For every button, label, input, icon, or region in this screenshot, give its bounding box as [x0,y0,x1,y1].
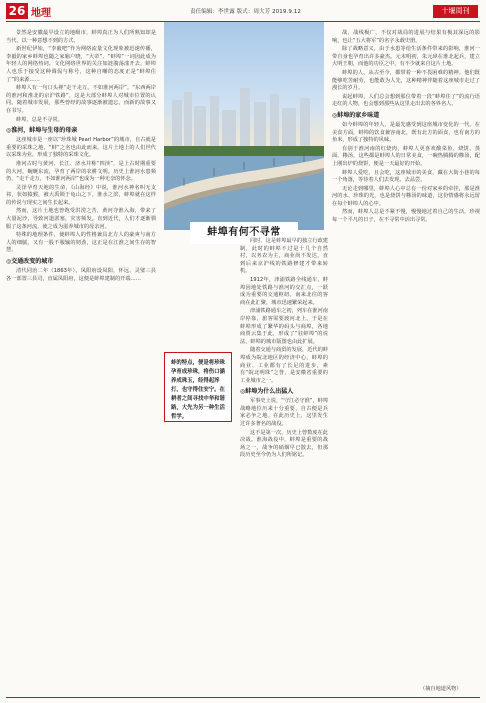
editor-credits: 责任编辑：李世露 版式：周大芳 2019.9.12 [190,9,301,15]
text-column-2 [240,238,328,694]
paragraph: 灵泽孕育天地的生命，《山海经》中说，淮河水神名叫无支祁，状如猿猴，被大禹锁于龟山之下。淮水之滨，蚌埠就在这样的传说与现实之间生长起来。 [6,184,156,206]
page-header [0,0,486,22]
text-column-1 [6,30,156,694]
paragraph: 清代同治二年（1863年），凤阳府设凤阳，怀远、灵璧三县各一部置三县司，直属凤阳府，这便是蚌埠建制的开端…… [6,268,156,282]
paragraph: 蚌埠，总是不寻常。 [16,116,63,123]
subheading: ◎淮河，蚌埠与生母的母亲 [6,127,78,135]
paragraph: 如今蚌埠的年轻人，是最先感受到这座城市变化的一代。在美食方面，蚌埠的饮食兼容南北，既有北方的面食，也有南方的鱼米，形成了独特的风味。 [332,121,480,144]
paragraph: 蚌埠的人，从古至今，都带着一种不畏困难的精神。他们既能够吃苦耐劳，也能敢为人先，这种精神伴随着这座城市走过了漫长的岁月。 [332,69,480,92]
paragraph: 随着交通与商贸的发展，近代的蚌埠成为皖北地区的经济中心，蚌埠的商业、工业都有了长足的进步，素有“皖北明珠”之誉，是安徽省重要的工业城市之一。 [240,347,328,384]
paragraph: 新世纪伊始，“李毅吧”作为网络流量文化现象被迅速传播，李毅的家乡蚌埠也随之家喻户晓，“大帝”、“蚌埠”一词因此成为年轻人的网络热词。文化网络世界的关注如涟漪荡漾开去，蚌埠人也乐于接受这种调侃与称号，这种自嘲的态度正是“蚌埠住了”的来源…… [6,46,156,83]
footer-rule [6,697,480,698]
pull-quote: 蚌的特点，便是将珍珠孕育成珍珠，将伤口涵养成珠玉，经得起淬打，也守得住安宁。在耕者之间寻找中华和谐路，大先为另一种生活哲学。 [164,352,232,422]
source-note: （摘自地道风物） [420,686,462,692]
paragraph: 说起蚌埠，人们总会想到那位带着一段“蚌埠住了”的流行语走红的人物，也会想到那些从这里走出去的各界名人。 [332,93,480,108]
subheading: ◎蚌埠为什么出猛人 [240,388,294,396]
section-label: 地理 [31,8,51,19]
subheading: ◎蚌埠的家乡味道 [332,111,380,119]
paragraph: 这不是第一次，历史上曾数度在此决战。淮海战役中，蚌埠是重要的战场之一，战争的硝烟早已散去，但那段历史至今仍为人们所铭记。 [240,429,328,459]
paragraph: 然而，蚌埠人总是不紧不慢，慢慢地过着自己的生活，珍视每一个平凡的日子，在不寻常中活出寻常。 [332,209,480,224]
paragraph: 同时，这是蚌埠最早的独立行政建制，此时的蚌埠不过是十几个自然村，以务农为主，商业尚不发达，直到后来京沪线的铁路修建才带来转机。 [240,238,328,275]
paragraph: 景然是安徽最早设立的地级市，蚌埠真正为人们所熟知却是当代，以一种意想不到的方式。 [6,30,156,44]
brand-badge: 十堰周刊 [433,5,478,18]
city-lake-illustration [164,22,324,230]
paragraph: 军事史上说，“守江必守淮”，蚌埠战略地位历来十分重要，自古便是兵家必争之地。在此历史上，这里发生过许多著名的战役。 [240,398,329,428]
paragraph: 蚌埠人爱吃，且会吃，这座城市的美食，藏在大街小巷的每一个角落，等待着人们去发现、去品尝。 [332,169,480,184]
paragraph: 战，战线极广，不仅对战局的进展与结果有极其深远的影响，也让“五大将军”的名字永载史册。 [332,30,480,44]
paragraph: 特殊的地理条件，使蚌埠人的性格兼具北方人的豪爽与南方人的细腻，又有一股不服输的韧劲，这正是在江淮之间生存的智慧。 [6,232,156,254]
lakeside-photo [164,22,324,230]
paragraph: 有别于淮河南的红烧肉，蚌埠人更喜欢酸菜鱼、烧饼、蒸面、糁汤，这些都是蚌埠人的日常美食，一碗热腾腾的糁汤，配上刚出炉的烧饼，便是一天最好的开始。 [332,145,480,167]
paragraph: 这座城市是一座以“珍珠城 Pearl Harbor”的城市，自古就是重要的采珠之地，“蚌”之名也由此而来。这片土地上的人们世代以采珠为业，形成了独特的采珠文化。 [6,137,156,159]
paragraph: 然而，这片土地也曾饱受洪涝之苦，黄河夺淮入海，带来了大量泥沙，导致河道淤塞，灾害频发。直到近代，人们才逐渐驯服了这条河流，使之成为滋养城市的母亲河。 [6,208,156,230]
paragraph: 津浦铁路通车之初，列车在淮河南岸停靠，旅客需要渡河北上，于是在蚌埠形成了繁华的码头与商埠，各地商贾云集于此，形成了“驻蚌埠”的说法，蚌埠的城市版图也由此扩展。 [240,308,328,345]
paragraph: 无论走到哪里，蚌埠人心中总有一份对家乡的牵挂，那是淮河的水、珍珠的光，也是烧饼与糁汤的味道，这份情感将永远留在每个蚌埠人的心中。 [332,185,480,207]
page-number: 26 [6,3,28,19]
paragraph: 1912年，津浦铁路全线通车，蚌埠因地处铁路与淮河的交汇点，一跃成为重要的交通枢纽。南来北往的客商在此汇聚，城市迅速繁荣起来。 [240,276,328,306]
paragraph: 蚌埠人有一句口头禅“走干走万，不如淮河两岸”。“东西两岸的淮河和淮北的京沪铁路”，这是大部分蚌埠人对城市位置的认同。随着城市发展，那些曾经的故事逐渐被遗忘，而新的故事又在书写。 [6,85,156,114]
article-title: 蚌埠有何不寻常 [207,227,281,238]
paragraph: 淮河古时与黄河、长江、济水并称“四渎”，是上古时期重要的大河，蜿蜒东流，孕育了两岸的农耕文明。历史上淮河水患频仍，“走千走万，不如淮河两岸”也成为一种无奈的怀念。 [6,160,156,183]
text-column-3 [332,30,480,686]
subheading: ◎交通改变的城市 [6,258,54,266]
paragraph: 除了战略意义，由于水患等给生活条件带来的影响，淮河一带自身也孕育出许多豪杰。元末明初，朱元璋在淮北起兵，建立大明王朝，而他的功臣之中，有不少就来自这片土地。 [332,46,480,68]
